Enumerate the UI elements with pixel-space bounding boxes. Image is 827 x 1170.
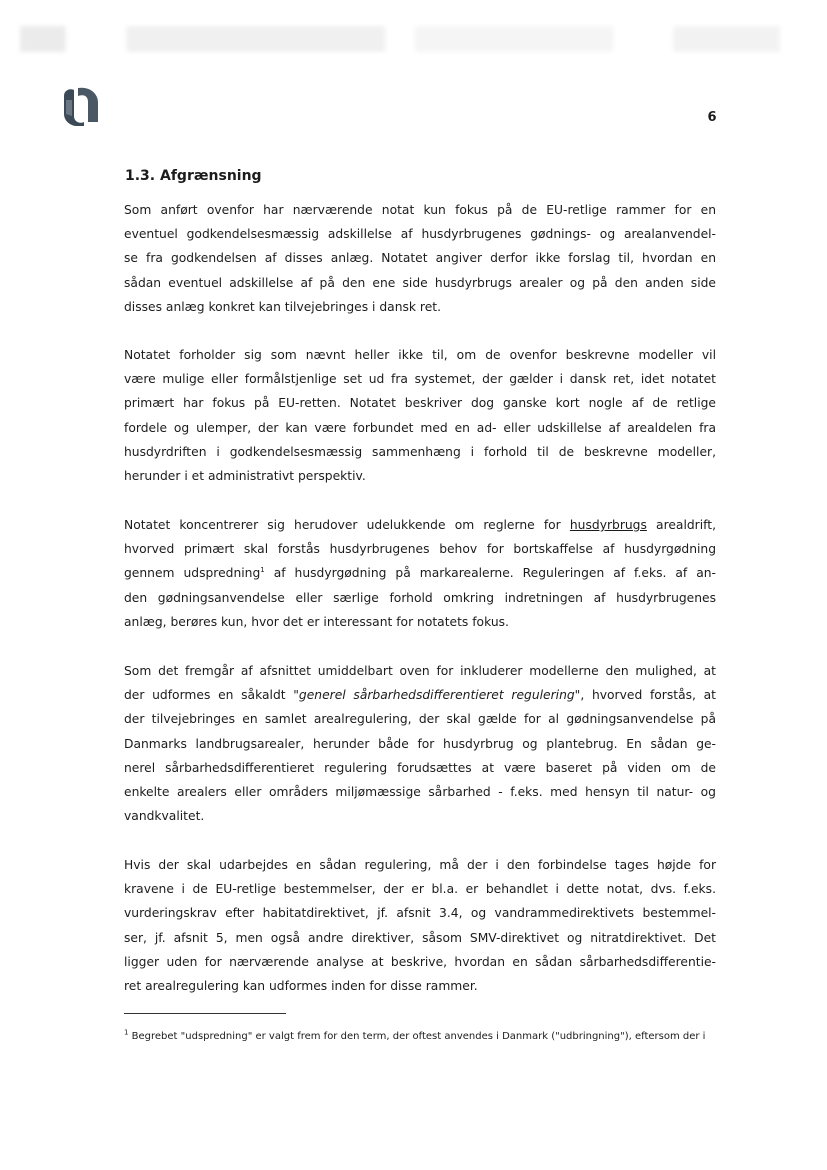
text-line: være mulige eller formålstjenlige set ud fra systemet, der gælder i dansk ret, idet notatet xyxy=(124,372,716,387)
footnote xyxy=(124,1030,716,1044)
text-line: Danmarks landbrugsarealer, herunder både for husdyrbrug og plantebrug. En sådan ge- xyxy=(124,736,716,751)
text-line: ser, jf. afsnit 5, men også andre direktiver, såsom SMV-direktivet og nitratdirektivet. Det xyxy=(124,930,716,945)
organization-logo-icon xyxy=(58,86,102,126)
text-line: se fra godkendelsen af disses anlæg. Notatet angiver derfor ikke forslag til, hvordan en xyxy=(124,251,716,266)
text-line: der tilvejebringes en samlet arealregulering, der skal gælde for al gødningsanvendelse på xyxy=(124,712,716,727)
paragraph-5 xyxy=(124,853,716,998)
paragraph-2 xyxy=(124,343,716,488)
text-line: den gødningsanvendelse eller særlige forhold omkring indretningen af husdyrbrugenes xyxy=(124,590,716,605)
text-line xyxy=(124,513,716,537)
text-line: herunder i et administrativt perspektiv. xyxy=(124,469,366,484)
paragraph-1 xyxy=(124,198,716,319)
footnote-reference: 1 xyxy=(260,566,265,575)
text-fragment: Notatet koncentrerer sig herudover udelukkende om reglerne for xyxy=(124,518,570,532)
text-line: sådan eventuel adskillelse af på den ene side husdyrbrugs arealer og på den anden side xyxy=(124,275,716,290)
text-line: Som det fremgår af afsnittet umiddelbart oven for inkluderer modellerne den mulighed, at xyxy=(124,664,716,678)
text-line: Hvis der skal udarbejdes en sådan regulering, må der i den forbindelse tages højde for xyxy=(124,858,716,872)
text-fragment: gennem udspredning xyxy=(124,566,261,581)
text-line: anlæg, berøres kun, hvor det er interessant for notatets fokus. xyxy=(124,614,509,629)
text-line: fordele og ulemper, der kan være forbundet med en ad- eller udskillelse af arealdelen fra xyxy=(124,420,716,435)
text-line: kravene i de EU-retlige bestemmelser, der er bl.a. er behandlet i dette notat, dvs. f.eks. xyxy=(124,882,716,897)
text-fragment: , hvorved forstås, at xyxy=(580,688,717,703)
text-line: nerel sårbarhedsdifferentieret regulering forudsættes at være baseret på viden om de xyxy=(124,760,716,775)
text-fragment: af husdyrgødning på markarealerne. Reguleringen af f.eks. af an- xyxy=(264,566,716,581)
text-line: ret arealregulering kan udformes inden for disse rammer. xyxy=(124,979,478,994)
text-line: primært har fokus på EU-retten. Notatet beskriver dog ganske kort nogle af de retlige xyxy=(124,396,716,411)
text-line xyxy=(124,683,716,707)
paragraph-4 xyxy=(124,659,716,828)
text-line: Notatet forholder sig som nævnt heller ikke til, om de ovenfor beskrevne modeller vil xyxy=(124,348,716,362)
text-line xyxy=(124,561,716,585)
text-fragment: arealdrift, xyxy=(646,518,716,532)
text-line: vandkvalitet. xyxy=(124,809,205,824)
text-line: vurderingskrav efter habitatdirektivet, jf. afsnit 3.4, og vandrammedirektivets bestemmel- xyxy=(124,906,716,921)
footnote-text: Begrebet "udspredning" er valgt frem for den term, der oftest anvendes i Danmark ("udbringning"), eftersom der i xyxy=(131,1031,706,1042)
text-line: husdyrdriften i godkendelsesmæssig sammenhæng i forhold til de beskrevne modeller, xyxy=(124,444,716,459)
text-line: disses anlæg konkret kan tilvejebringes i dansk ret. xyxy=(124,299,442,314)
underlined-term: husdyrbrugs xyxy=(569,518,647,532)
text-line: ligger uden for nærværende analyse at beskrive, hvordan en sådan sårbarhedsdifferentie- xyxy=(124,954,716,969)
text-fragment: der udformes en såkaldt xyxy=(124,688,294,703)
paragraph-3 xyxy=(124,513,716,634)
scan-artifact-header xyxy=(20,26,780,52)
section-heading: 1.3. Afgrænsning xyxy=(125,168,262,184)
text-line: Som anført ovenfor har nærværende notat kun fokus på de EU-retlige rammer for en xyxy=(124,203,716,217)
text-line: enkelte arealers eller områders miljømæssige sårbarhed - f.eks. med hensyn til natur- og xyxy=(124,785,716,800)
footnote-divider xyxy=(124,1013,286,1014)
page-number: 6 xyxy=(707,110,717,125)
italic-term: "generel sårbarhedsdifferentieret regulering" xyxy=(293,688,581,703)
footnote-number: 1 xyxy=(124,1028,129,1037)
text-line: eventuel godkendelsesmæssig adskillelse af husdyrbrugenes gødnings- og arealanvendel- xyxy=(124,227,716,242)
text-line: hvorved primært skal forstås husdyrbrugenes behov for bortskaffelse af husdyrgødning xyxy=(124,542,716,557)
